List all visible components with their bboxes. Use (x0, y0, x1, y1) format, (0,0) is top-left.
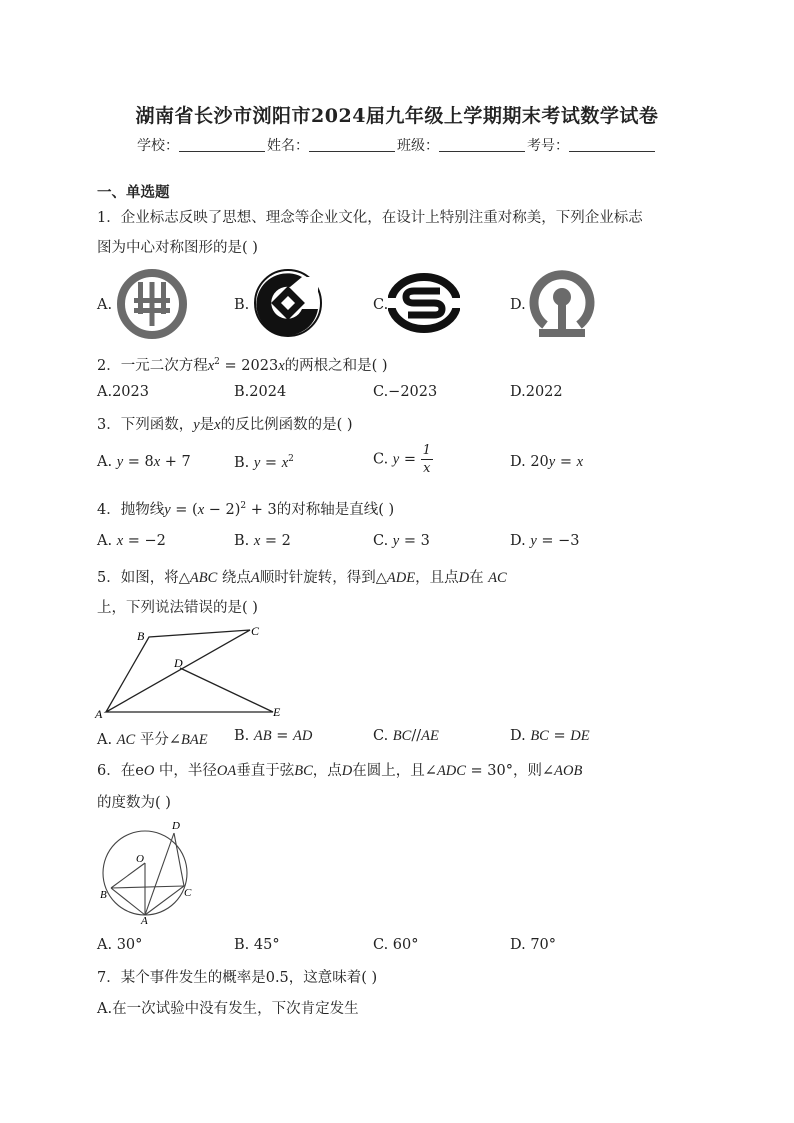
q5-stem-line1: 5．如图，将△ABC 绕点A顺时针旋转，得到△ADE，且点D在 AC (97, 570, 507, 586)
q5-option-d[interactable]: D. BC = DE (510, 728, 590, 744)
student-info-line (0, 135, 794, 155)
railway-logo-icon (527, 267, 597, 341)
q6-circle-figure (96, 816, 200, 926)
q1-line1: 1．企业标志反映了思想、理念等企业文化，在设计上特别注重对称美，下列企业标志 (97, 210, 643, 226)
q2-option-d[interactable]: D.2022 (510, 384, 563, 400)
q2-stem: 2．一元二次方程$x^2 = 2023x$的两根之和是( ) (97, 357, 388, 374)
q1-line2: 图为中心对称图形的是( ) (97, 240, 258, 256)
bank-logo-icon (116, 268, 188, 340)
section-heading: 一、单选题 (97, 184, 170, 201)
q1-option-b-label: B. (234, 297, 250, 313)
point-d-label: D (172, 820, 180, 832)
q4-option-c[interactable]: C. y = 3 (373, 533, 430, 549)
q4-option-b[interactable]: B. x = 2 (234, 533, 291, 549)
q6-stem-line2: 的度数为( ) (97, 795, 171, 811)
q5-stem-line2: 上，下列说法错误的是( ) (97, 600, 258, 616)
school-label: 学校： (137, 138, 179, 154)
q5-option-a[interactable]: A. AC 平分∠BAE (97, 732, 208, 748)
q3-option-c[interactable]: C. y = $\frac{1}{x}$ (373, 443, 431, 476)
q6-option-c[interactable]: C. 60° (373, 937, 419, 953)
number-label: 考号： (527, 138, 569, 154)
q2-option-b[interactable]: B.2024 (234, 384, 287, 400)
q1-option-d-label: D. (510, 297, 526, 313)
q3-option-d[interactable]: D. 20y = x (510, 454, 584, 470)
class-label: 班级： (397, 138, 439, 154)
q2-option-c[interactable]: C.−2023 (373, 384, 438, 400)
q1-option-c-label: C. (373, 297, 389, 313)
page-title: 湖南省长沙市浏阳市2024届九年级上学期期末考试数学试卷 (135, 105, 659, 127)
q4-option-d[interactable]: D. y = −3 (510, 533, 580, 549)
class-blank[interactable] (439, 137, 525, 152)
q3-stem: 3．下列函数，y是x的反比例函数的是( ) (97, 417, 353, 433)
point-b-label: B (100, 889, 107, 901)
q6-option-b[interactable]: B. 45° (234, 937, 280, 953)
name-label: 姓名： (267, 138, 309, 154)
point-c-label: C (251, 624, 260, 638)
school-blank[interactable] (179, 137, 265, 152)
q3-option-b[interactable]: B. $y = x^2$ (234, 454, 294, 471)
q1-option-a-label: A. (97, 297, 113, 313)
point-a-label: A (95, 707, 103, 721)
q6-stem-line1: 6．在eO 中，半径OA垂直于弦BC，点D在圆上，且∠ADC = 30°，则∠AOB (97, 763, 583, 779)
q6-option-a[interactable]: A. 30° (97, 937, 143, 953)
point-b-label: B (137, 629, 145, 643)
q3-option-a[interactable]: A. y = 8x + 7 (97, 454, 191, 470)
number-blank[interactable] (569, 137, 655, 152)
center-o-label: O (136, 853, 144, 865)
q5-option-b[interactable]: B. AB = AD (234, 728, 313, 744)
q4-option-a[interactable]: A. x = −2 (97, 533, 166, 549)
q4-stem: 4．抛物线$y = (x - 2)^2 + 3$的对称轴是直线( ) (97, 501, 395, 518)
fraction-one-over-x: $\frac{1}{x}$ (422, 443, 431, 476)
q6-option-d[interactable]: D. 70° (510, 937, 557, 953)
q7-stem: 7．某个事件发生的概率是0.5，这意味着( ) (97, 970, 378, 986)
q7-option-a[interactable]: A.在一次试验中没有发生，下次肯定发生 (97, 1001, 359, 1017)
ccb-logo-icon (252, 267, 324, 339)
railway-s-logo-icon (388, 273, 460, 333)
point-d-label: D (174, 656, 183, 670)
point-c-label: C (184, 887, 192, 899)
point-a-label: A (141, 915, 148, 926)
name-blank[interactable] (309, 137, 395, 152)
point-e-label: E (273, 705, 281, 719)
q5-rotation-figure (92, 620, 292, 724)
q5-option-c[interactable]: C. BC//AE (373, 728, 439, 744)
q2-option-a[interactable]: A.2023 (97, 384, 149, 400)
